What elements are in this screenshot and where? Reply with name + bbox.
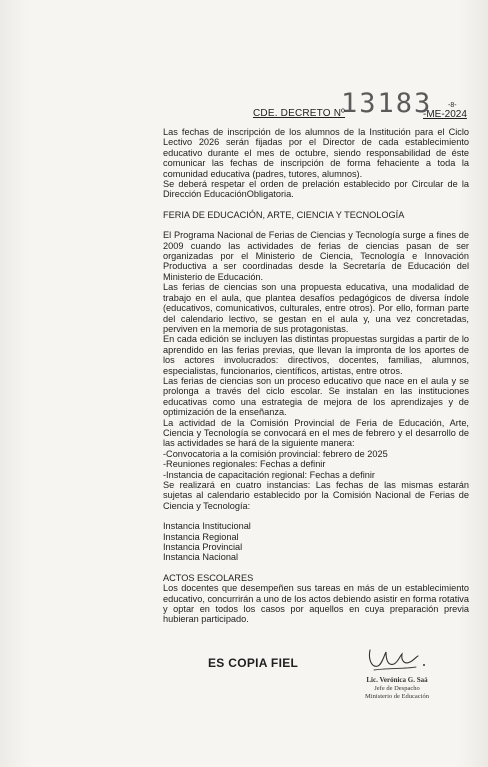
list-item-convocatoria: -Convocatoria a la comisión provincial: febrero de 2025 <box>163 448 388 459</box>
paragraph-propuesta: Las ferias de ciencias son una propuesta educativa, una modalidad de trabajo en el aula, que plantea desafíos pedagógicos de diversa índole (educativos, comunicativos, culturales, entre otros). Por ello, forman parte del calendario lectivo, se gestan en el aula y, una vez concretadas, perviven en la memoria de sus protagonistas. <box>163 282 469 334</box>
copia-fiel-stamp: ES COPIA FIEL <box>208 656 299 670</box>
stamp-org: Ministerio de Educación <box>365 693 429 700</box>
paragraph-instancias: Se realizará en cuatro instancias: Las fechas de las mismas estarán sujetas al calendario establecido por la Comisión Nacional de Ferias de Ciencia y Tecnología: <box>163 480 469 511</box>
paragraph-programa: El Programa Nacional de Ferias de Ciencias y Tecnología surge a fines de 2009 cuando las actividades de ferias de ciencias pasan de ser organizadas por el Ministerio de Ciencia, Tecnología e Innovación Productiva a ser coordinadas desde la Secretaría de Educación del Ministerio de Educación. <box>163 230 469 282</box>
stamp-name: Lic. Verónica G. Saá <box>366 676 428 684</box>
signature-icon <box>364 642 434 674</box>
instancia-nacional: Instancia Nacional <box>163 552 239 563</box>
paragraph-actos: Los docentes que desempeñen sus tareas en más de un establecimiento educativo, concurrirán a uno de los actos debiendo asistir en forma rotativa y optar en todos los casos por aquellos en cuya preparación previa hubieran participado. <box>163 583 469 625</box>
paragraph-prelacion: Se deberá respetar el orden de prelación establecido por Circular de la Dirección EducaciónObligatoria. <box>163 179 469 200</box>
decree-label: CDE. DECRETO Nº <box>253 108 346 119</box>
section-heading-feria: FERIA DE EDUCACIÓN, ARTE, CIENCIA Y TECNOLOGÍA <box>163 209 405 220</box>
decree-code: -ME-2024 <box>423 109 467 120</box>
stamp-title: Jefe de Despacho <box>374 685 420 692</box>
paragraph-edicion: En cada edición se incluyen las distintas propuestas surgidas a partir de lo aprendido en las ferias previas, que llevan la impronta de los aportes de los actores involucrados: directivos, docentes, familias, alumnos, especialistas, funcionarios, científicos, artistas, entre otros. <box>163 334 469 376</box>
instancia-provincial: Instancia Provincial <box>163 542 243 553</box>
instancia-regional: Instancia Regional <box>163 531 239 542</box>
signature-block <box>342 642 452 708</box>
paragraph-inscripcion: Las fechas de inscripción de los alumnos de la Institución para el Ciclo Lectivo 2026 serán fijadas por el Director de cada establecimiento educativo durante el mes de octubre, siendo responsabilidad de éste comunicar las fechas de inscripción de forma fehaciente a toda la comunidad educativa (padres, tutores, alumnos). <box>163 127 469 179</box>
decree-header <box>253 88 468 122</box>
paragraph-proceso: Las ferias de ciencias son un proceso educativo que nace en el aula y se prolonga a través del ciclo escolar. Se instalan en las instituciones educativas como una estrategia de mejora de los aprendizajes y de optimización de la enseñanza. <box>163 375 469 418</box>
document-body <box>163 127 469 625</box>
list-item-capacitacion: -Instancia de capacitación regional: Fechas a definir <box>163 469 375 480</box>
page-number: -8- <box>448 102 457 109</box>
list-item-reuniones: -Reuniones regionales: Fechas a definir <box>163 459 326 470</box>
official-stamp <box>342 676 452 701</box>
instancia-institucional: Instancia Institucional <box>163 521 251 532</box>
section-heading-actos: ACTOS ESCOLARES <box>163 572 254 583</box>
decree-number: 13183 <box>341 88 433 119</box>
paragraph-comision: La actividad de la Comisión Provincial de Feria de Educación, Arte, Ciencia y Tecnología se convocará en el mes de febrero y el desarrollo de las actividades se hará de la siguiente manera: <box>163 417 469 449</box>
